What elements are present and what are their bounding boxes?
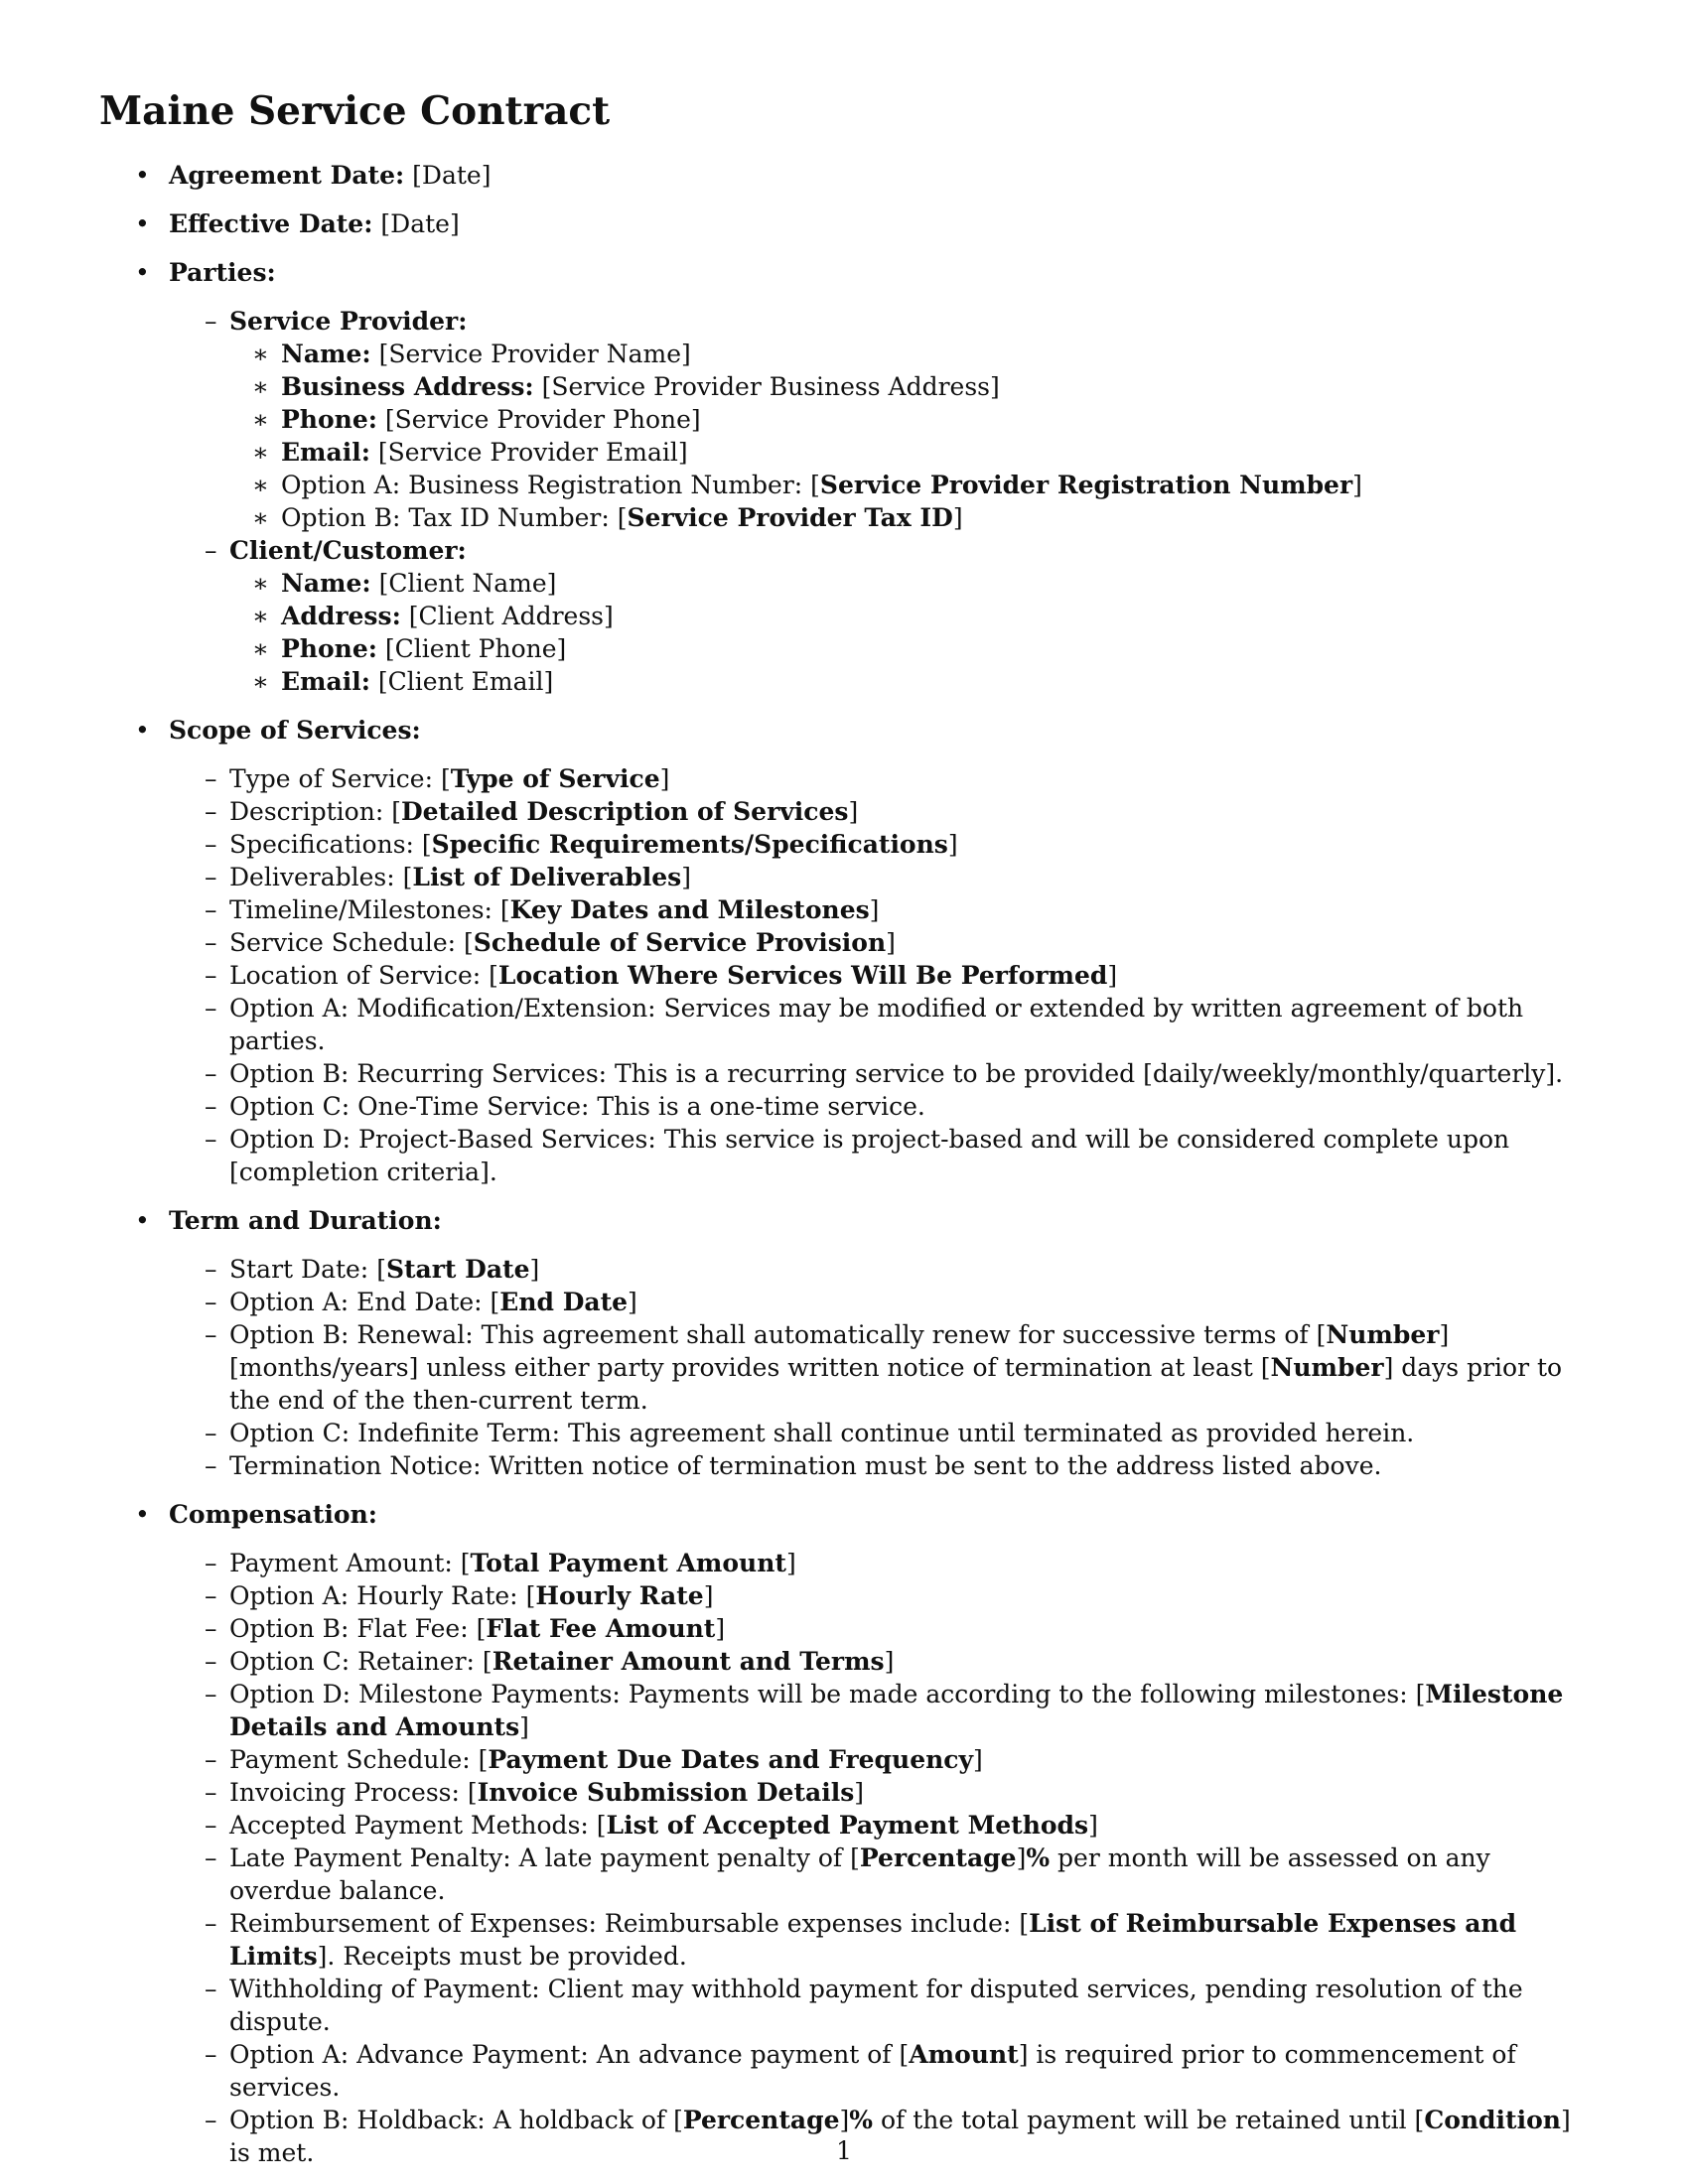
comp-holdback-item: – Option B: Holdback: A holdback of [Percentage]% of the total payment will be retained until [Condition] is met. <box>169 2104 1597 2169</box>
client-heading: Client/Customer: <box>229 536 467 565</box>
provider-name-label: Name: <box>281 340 371 368</box>
comp-retainer-value: Retainer Amount and Terms <box>492 1647 885 1676</box>
comp-holdback-text-1: Option B: Holdback: A holdback of <box>229 2106 674 2134</box>
scope-timeline-item: – Timeline/Milestones: [Key Dates and Milestones] <box>169 893 1597 926</box>
comp-methods-value: List of Accepted Payment Methods <box>606 1811 1089 1840</box>
scope-deliverables-text: Deliverables: <box>229 863 403 891</box>
effective-date-value: [Date] <box>380 209 460 238</box>
parties-section <box>99 256 1597 698</box>
service-provider-heading: Service Provider: <box>229 307 468 336</box>
scope-option-a: – Option A: Modification/Extension: Services may be modified or extended by written agreement of both parties. <box>169 992 1597 1057</box>
client-name-item <box>229 567 1597 600</box>
comp-invoicing-value: Invoice Submission Details <box>477 1778 855 1807</box>
scope-deliverables-value: List of Deliverables <box>412 863 682 891</box>
client-phone-item <box>229 632 1597 665</box>
comp-reimbursement-text-2: . Receipts must be provided. <box>327 1942 687 1971</box>
scope-schedule-value: Schedule of Service Provision <box>473 928 887 957</box>
comp-retainer-text: Option C: Retainer: <box>229 1647 483 1676</box>
client-phone-label: Phone: <box>281 634 377 663</box>
comp-reimbursement-value: List of Reimbursable Expenses and Limits <box>229 1909 1517 1971</box>
provider-email-label: Email: <box>281 438 370 467</box>
scope-option-d: – Option D: Project-Based Services: This service is project-based and will be considered complete upon [completion criteria]. <box>169 1123 1597 1188</box>
parties-list <box>169 305 1597 698</box>
scope-specifications-item: – Specifications: [Specific Requirements/Specifications] <box>169 828 1597 861</box>
compensation-section <box>99 1498 1597 2169</box>
agreement-date-item <box>99 159 1597 192</box>
client-details <box>229 567 1597 698</box>
page-number: 1 <box>836 2136 852 2165</box>
provider-taxid-text: Option B: Tax ID Number: <box>281 503 618 532</box>
provider-registration-text: Option A: Business Registration Number: <box>281 471 811 499</box>
scope-timeline-value: Key Dates and Milestones <box>509 895 870 924</box>
term-start-item: – Start Date: [Start Date] <box>169 1253 1597 1286</box>
provider-name-value: [Service Provider Name] <box>378 340 691 368</box>
comp-amount-value: Total Payment Amount <box>470 1549 786 1577</box>
provider-address-label: Business Address: <box>281 372 534 401</box>
provider-phone-item <box>229 403 1597 436</box>
provider-name-item <box>229 338 1597 370</box>
scope-specifications-text: Specifications: <box>229 830 422 859</box>
client-address-value: [Client Address] <box>408 602 614 630</box>
client-address-label: Address: <box>281 602 401 630</box>
contract-outline <box>99 159 1597 2169</box>
provider-email-value: [Service Provider Email] <box>377 438 688 467</box>
parties-heading: Parties: <box>169 258 276 287</box>
comp-milestone-item: – Option D: Milestone Payments: Payments will be made according to the following milestones: [Milestone Details and Amounts] <box>169 1678 1597 1743</box>
scope-type-text: Type of Service: <box>229 764 441 793</box>
comp-amount-item: – Payment Amount: [Total Payment Amount] <box>169 1547 1597 1579</box>
scope-list <box>169 762 1597 1188</box>
provider-phone-value: [Service Provider Phone] <box>384 405 701 434</box>
client-phone-value: [Client Phone] <box>384 634 567 663</box>
term-renewal-text-1: Option B: Renewal: This agreement shall automatically renew for successive terms of <box>229 1320 1317 1349</box>
provider-phone-label: Phone: <box>281 405 377 434</box>
scope-schedule-item: – Service Schedule: [Schedule of Service Provision] <box>169 926 1597 959</box>
effective-date-item <box>99 207 1597 240</box>
comp-advance-value: Amount <box>909 2040 1019 2069</box>
comp-advance-text-2: is required prior to commencement of services. <box>229 2040 1516 2102</box>
term-end-text: Option A: End Date: <box>229 1288 491 1316</box>
client-name-value: [Client Name] <box>378 569 557 598</box>
scope-description-item: – Description: [Detailed Description of Services] <box>169 795 1597 828</box>
effective-date-label: Effective Date: <box>169 209 373 238</box>
term-start-text: Start Date: <box>229 1255 377 1284</box>
comp-hourly-text: Option A: Hourly Rate: <box>229 1581 526 1610</box>
comp-holdback-condition: Condition <box>1424 2106 1561 2134</box>
comp-hourly-item: – Option A: Hourly Rate: [Hourly Rate] <box>169 1579 1597 1612</box>
term-end-item: – Option A: End Date: [End Date] <box>169 1286 1597 1318</box>
comp-flat-value: Flat Fee Amount <box>486 1614 716 1643</box>
term-notice: – Termination Notice: Written notice of termination must be sent to the address listed above. <box>169 1449 1597 1482</box>
comp-amount-text: Payment Amount: <box>229 1549 461 1577</box>
comp-holdback-text-2: of the total payment will be retained until <box>873 2106 1415 2134</box>
provider-taxid-item: ∗ Option B: Tax ID Number: [Service Provider Tax ID] <box>229 501 1597 534</box>
comp-late-item: – Late Payment Penalty: A late payment penalty of [Percentage]% per month will be assessed on any overdue balance. <box>169 1842 1597 1907</box>
compensation-heading: Compensation: <box>169 1500 377 1529</box>
scope-type-value: Type of Service <box>450 764 660 793</box>
scope-section <box>99 714 1597 1188</box>
term-start-value: Start Date <box>385 1255 530 1284</box>
provider-address-item <box>229 370 1597 403</box>
comp-milestone-value: Milestone Details and Amounts <box>229 1680 1564 1741</box>
provider-registration-value: Service Provider Registration Number <box>819 471 1353 499</box>
page-title: Maine Service Contract <box>99 88 611 134</box>
scope-description-text: Description: <box>229 797 392 826</box>
term-end-value: End Date <box>499 1288 629 1316</box>
client-email-item <box>229 665 1597 698</box>
client-name-label: Name: <box>281 569 371 598</box>
comp-holdback-percentage: Percentage <box>682 2106 840 2134</box>
term-renewal-number-2: Number <box>1270 1353 1384 1382</box>
comp-late-text-1: Late Payment Penalty: A late payment penalty of <box>229 1843 851 1872</box>
client-email-value: [Client Email] <box>377 667 554 696</box>
scope-location-text: Location of Service: <box>229 961 490 990</box>
client-address-item <box>229 600 1597 632</box>
scope-timeline-text: Timeline/Milestones: <box>229 895 500 924</box>
scope-specifications-value: Specific Requirements/Specifications <box>431 830 948 859</box>
client-item <box>169 534 1597 698</box>
comp-reimbursement-item: – Reimbursement of Expenses: Reimbursable expenses include: [List of Reimbursable Expenses and Limits]. Receipts must be provided. <box>169 1907 1597 1973</box>
scope-type-item: – Type of Service: [Type of Service] <box>169 762 1597 795</box>
scope-heading: Scope of Services: <box>169 716 421 745</box>
comp-flat-item: – Option B: Flat Fee: [Flat Fee Amount] <box>169 1612 1597 1645</box>
provider-email-item <box>229 436 1597 469</box>
term-heading: Term and Duration: <box>169 1206 442 1235</box>
comp-milestone-text: Option D: Milestone Payments: Payments will be made according to the following milestones: <box>229 1680 1416 1708</box>
comp-invoicing-text: Invoicing Process: <box>229 1778 468 1807</box>
agreement-date-label: Agreement Date: <box>169 161 405 190</box>
service-provider-details <box>229 338 1597 534</box>
scope-deliverables-item: – Deliverables: [List of Deliverables] <box>169 861 1597 893</box>
scope-location-value: Location Where Services Will Be Performed <box>497 961 1108 990</box>
comp-schedule-item: – Payment Schedule: [Payment Due Dates and Frequency] <box>169 1743 1597 1776</box>
provider-address-value: [Service Provider Business Address] <box>541 372 1000 401</box>
comp-reimbursement-text-1: Reimbursement of Expenses: Reimbursable expenses include: <box>229 1909 1020 1938</box>
document-page <box>99 85 1597 2169</box>
scope-option-b: – Option B: Recurring Services: This is a recurring service to be provided [daily/weekly/monthly/quarterly]. <box>169 1057 1597 1090</box>
comp-invoicing-item: – Invoicing Process: [Invoice Submission Details] <box>169 1776 1597 1809</box>
scope-description-value: Detailed Description of Services <box>400 797 849 826</box>
comp-advance-text-1: Option A: Advance Payment: An advance payment of <box>229 2040 900 2069</box>
term-section <box>99 1204 1597 1482</box>
term-renewal-text-3: days prior to the end of the then-current term. <box>229 1353 1563 1415</box>
comp-late-value: Percentage <box>859 1843 1017 1872</box>
term-option-c: – Option C: Indefinite Term: This agreement shall continue until terminated as provided herein. <box>169 1417 1597 1449</box>
service-provider-item <box>169 305 1597 534</box>
term-renewal-number-1: Number <box>1326 1320 1440 1349</box>
scope-schedule-text: Service Schedule: <box>229 928 465 957</box>
term-renewal-text-2: [months/years] unless either party provides written notice of termination at least <box>229 1353 1261 1382</box>
provider-taxid-value: Service Provider Tax ID <box>627 503 953 532</box>
scope-option-c: – Option C: One-Time Service: This is a one-time service. <box>169 1090 1597 1123</box>
compensation-list <box>169 1547 1597 2169</box>
comp-retainer-item: – Option C: Retainer: [Retainer Amount and Terms] <box>169 1645 1597 1678</box>
scope-location-item: – Location of Service: [Location Where Services Will Be Performed] <box>169 959 1597 992</box>
comp-withholding: – Withholding of Payment: Client may withhold payment for disputed services, pending resolution of the dispute. <box>169 1973 1597 2038</box>
term-renewal-item: – Option B: Renewal: This agreement shall automatically renew for successive terms of [Number] [months/years] unless either party provides written notice of termination at least [Number] days prior to the end of the then-current term. <box>169 1318 1597 1417</box>
comp-methods-item: – Accepted Payment Methods: [List of Accepted Payment Methods] <box>169 1809 1597 1842</box>
client-email-label: Email: <box>281 667 370 696</box>
comp-methods-text: Accepted Payment Methods: <box>229 1811 597 1840</box>
comp-flat-text: Option B: Flat Fee: <box>229 1614 477 1643</box>
comp-advance-item: – Option A: Advance Payment: An advance payment of [Amount] is required prior to commencement of services. <box>169 2038 1597 2104</box>
comp-late-text-2: per month will be assessed on any overdue balance. <box>229 1843 1490 1905</box>
agreement-date-value: [Date] <box>412 161 492 190</box>
comp-holdback-text-3: is met. <box>229 2138 315 2167</box>
term-list <box>169 1253 1597 1482</box>
provider-registration-item: ∗ Option A: Business Registration Number: [Service Provider Registration Number] <box>229 469 1597 501</box>
comp-hourly-value: Hourly Rate <box>535 1581 704 1610</box>
comp-schedule-value: Payment Due Dates and Frequency <box>488 1745 974 1774</box>
comp-schedule-text: Payment Schedule: <box>229 1745 479 1774</box>
